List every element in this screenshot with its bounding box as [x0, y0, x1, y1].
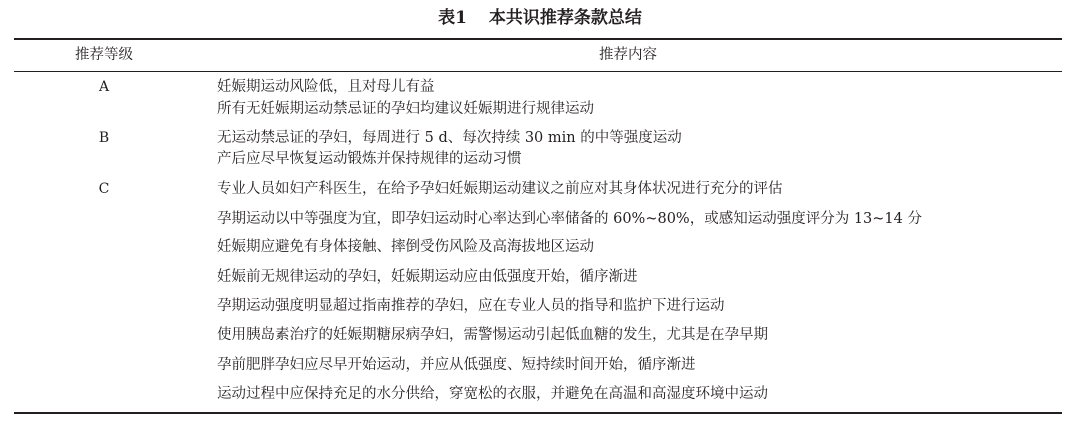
table-header-rule	[14, 71, 1062, 72]
table-caption-title: 本共识推荐条款总结	[488, 8, 642, 28]
table-caption	[0, 6, 1080, 30]
header-recommendation-content: 推荐内容	[599, 47, 657, 63]
recommendation-item: 运动过程中应保持充足的水分供给，穿宽松的衣服，并避免在高温和高湿度环境中运动	[217, 386, 768, 402]
recommendation-item: 产后应尽早恢复运动锻炼并保持规律的运动习惯	[217, 151, 522, 167]
recommendation-item: 妊娠期运动风险低，且对母儿有益	[217, 79, 435, 95]
recommendation-item: 妊娠前无规律运动的孕妇，妊娠期运动应由低强度开始，循序渐进	[217, 269, 638, 285]
table-top-rule	[14, 38, 1062, 40]
recommendation-item: 孕前肥胖孕妇应尽早开始运动，并应从低强度、短持续时间开始，循序渐进	[217, 357, 696, 373]
recommendation-item: 无运动禁忌证的孕妇，每周进行 5 d、每次持续 30 min 的中等强度运动	[217, 130, 682, 146]
table-bottom-rule	[14, 412, 1062, 414]
header-recommendation-level: 推荐等级	[75, 47, 133, 63]
level-a: A	[98, 79, 110, 95]
level-c: C	[98, 181, 110, 197]
recommendation-item: 专业人员如妇产科医生，在给予孕妇妊娠期运动建议之前应对其身体状况进行充分的评估	[217, 181, 783, 197]
recommendation-item: 所有无妊娠期运动禁忌证的孕妇均建议妊娠期进行规律运动	[217, 101, 594, 117]
recommendation-item: 使用胰岛素治疗的妊娠期糖尿病孕妇，需警惕运动引起低血糖的发生，尤其是在孕早期	[217, 327, 768, 343]
recommendation-item: 孕期运动以中等强度为宜，即孕妇运动时心率达到心率储备的 60%~80%，或感知运动强度评分为 13~14 分	[217, 211, 922, 227]
recommendation-item: 孕期运动强度明显超过指南推荐的孕妇，应在专业人员的指导和监护下进行运动	[217, 298, 725, 314]
recommendation-item: 妊娠期应避免有身体接触、摔倒受伤风险及高海拔地区运动	[217, 239, 594, 255]
table-caption-label: 表1	[438, 8, 467, 28]
level-b: B	[98, 130, 110, 146]
